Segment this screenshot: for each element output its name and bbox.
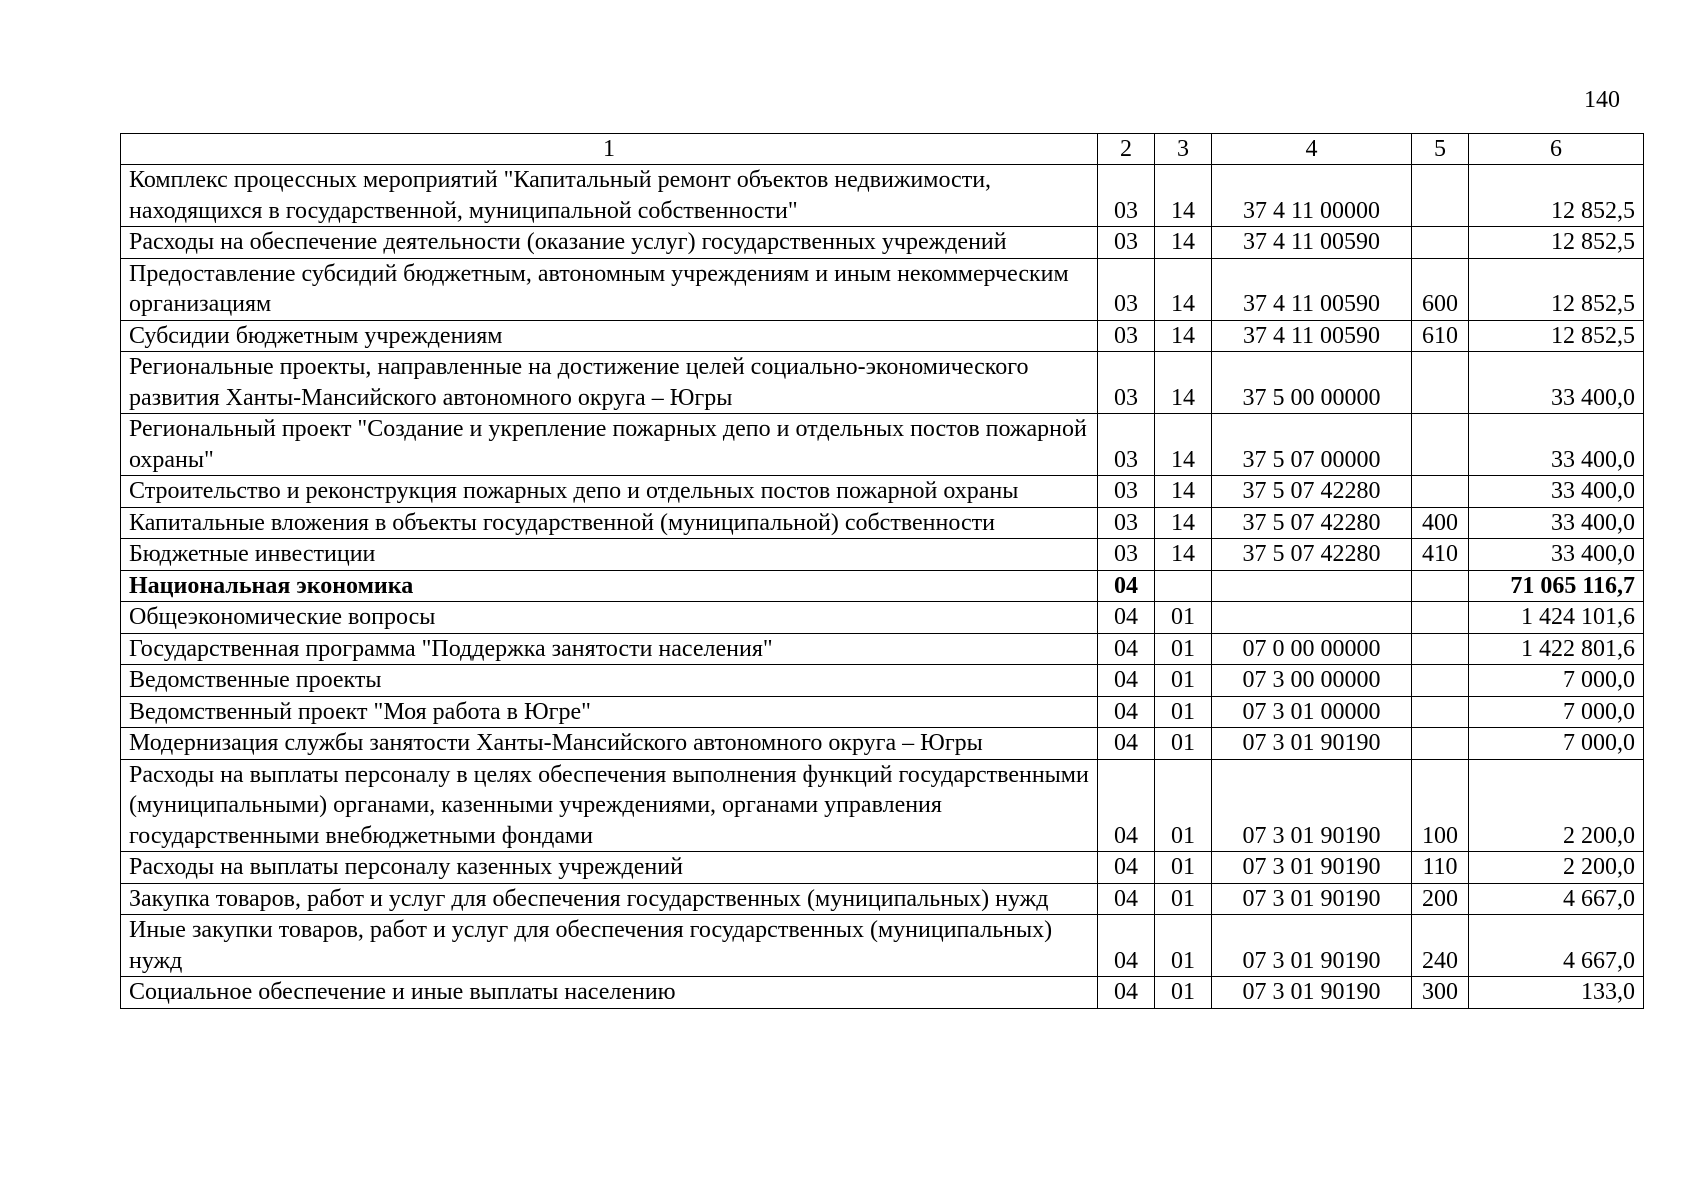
table-row xyxy=(121,977,1644,1009)
row-section: 04 xyxy=(1098,883,1155,915)
row-section: 04 xyxy=(1098,759,1155,852)
row-expense-type xyxy=(1412,665,1469,697)
row-expense-type: 200 xyxy=(1412,883,1469,915)
row-expense-type xyxy=(1412,476,1469,508)
row-expense-type: 400 xyxy=(1412,507,1469,539)
table-row xyxy=(121,476,1644,508)
row-amount: 12 852,5 xyxy=(1469,165,1644,227)
table-row xyxy=(121,570,1644,602)
row-amount: 4 667,0 xyxy=(1469,915,1644,977)
row-target-code: 07 0 00 00000 xyxy=(1212,633,1412,665)
row-amount: 33 400,0 xyxy=(1469,414,1644,476)
row-target-code: 37 5 07 42280 xyxy=(1212,539,1412,571)
row-target-code: 37 5 07 42280 xyxy=(1212,476,1412,508)
row-name: Капитальные вложения в объекты государственной (муниципальной) собственности xyxy=(121,507,1098,539)
page-number: 140 xyxy=(1584,87,1620,113)
table-row xyxy=(121,759,1644,852)
table-row xyxy=(121,883,1644,915)
row-target-code: 07 3 01 90190 xyxy=(1212,977,1412,1009)
table-row xyxy=(121,258,1644,320)
row-amount: 2 200,0 xyxy=(1469,759,1644,852)
row-expense-type xyxy=(1412,352,1469,414)
header-col-3: 3 xyxy=(1155,134,1212,165)
row-target-code xyxy=(1212,602,1412,634)
row-name: Общеэкономические вопросы xyxy=(121,602,1098,634)
row-name: Комплекс процессных мероприятий "Капитальный ремонт объектов недвижимости, находящихся в государственной, муниципальной собственности" xyxy=(121,165,1098,227)
row-amount: 71 065 116,7 xyxy=(1469,570,1644,602)
table-row xyxy=(121,852,1644,884)
row-subsection: 14 xyxy=(1155,539,1212,571)
row-name: Социальное обеспечение и иные выплаты населению xyxy=(121,977,1098,1009)
row-subsection: 14 xyxy=(1155,414,1212,476)
table-row xyxy=(121,352,1644,414)
row-expense-type xyxy=(1412,227,1469,259)
row-target-code: 07 3 01 90190 xyxy=(1212,883,1412,915)
row-section: 04 xyxy=(1098,633,1155,665)
header-col-1: 1 xyxy=(121,134,1098,165)
table-row xyxy=(121,507,1644,539)
row-subsection: 01 xyxy=(1155,665,1212,697)
row-name: Региональные проекты, направленные на достижение целей социально-экономического развития Ханты-Мансийского автономного округа – Югры xyxy=(121,352,1098,414)
row-amount: 4 667,0 xyxy=(1469,883,1644,915)
row-subsection: 01 xyxy=(1155,728,1212,760)
table-body xyxy=(121,165,1644,1009)
row-section: 03 xyxy=(1098,476,1155,508)
row-section: 04 xyxy=(1098,852,1155,884)
row-section: 03 xyxy=(1098,539,1155,571)
header-row xyxy=(121,134,1644,165)
budget-table xyxy=(120,133,1644,1009)
row-section: 03 xyxy=(1098,165,1155,227)
row-target-code: 37 5 07 00000 xyxy=(1212,414,1412,476)
header-col-4: 4 xyxy=(1212,134,1412,165)
row-target-code: 07 3 00 00000 xyxy=(1212,665,1412,697)
row-target-code: 37 5 00 00000 xyxy=(1212,352,1412,414)
row-expense-type: 100 xyxy=(1412,759,1469,852)
row-name: Ведомственные проекты xyxy=(121,665,1098,697)
row-subsection: 14 xyxy=(1155,258,1212,320)
row-target-code: 07 3 01 00000 xyxy=(1212,696,1412,728)
row-section: 04 xyxy=(1098,696,1155,728)
row-name: Государственная программа "Поддержка занятости населения" xyxy=(121,633,1098,665)
row-expense-type xyxy=(1412,633,1469,665)
row-expense-type: 600 xyxy=(1412,258,1469,320)
row-subsection: 14 xyxy=(1155,507,1212,539)
row-expense-type xyxy=(1412,414,1469,476)
row-section: 03 xyxy=(1098,258,1155,320)
row-name: Закупка товаров, работ и услуг для обеспечения государственных (муниципальных) нужд xyxy=(121,883,1098,915)
row-amount: 33 400,0 xyxy=(1469,476,1644,508)
row-name: Иные закупки товаров, работ и услуг для обеспечения государственных (муниципальных) нужд xyxy=(121,915,1098,977)
row-expense-type xyxy=(1412,728,1469,760)
row-subsection: 01 xyxy=(1155,977,1212,1009)
row-expense-type: 300 xyxy=(1412,977,1469,1009)
row-subsection xyxy=(1155,570,1212,602)
row-section: 03 xyxy=(1098,352,1155,414)
table-row xyxy=(121,696,1644,728)
row-subsection: 01 xyxy=(1155,759,1212,852)
row-amount: 12 852,5 xyxy=(1469,258,1644,320)
row-section: 04 xyxy=(1098,570,1155,602)
row-target-code: 07 3 01 90190 xyxy=(1212,915,1412,977)
row-subsection: 01 xyxy=(1155,852,1212,884)
row-amount: 1 424 101,6 xyxy=(1469,602,1644,634)
row-name: Предоставление субсидий бюджетным, автономным учреждениям и иным некоммерческим организациям xyxy=(121,258,1098,320)
row-section: 04 xyxy=(1098,977,1155,1009)
row-name: Региональный проект "Создание и укрепление пожарных депо и отдельных постов пожарной охраны" xyxy=(121,414,1098,476)
row-target-code: 37 4 11 00000 xyxy=(1212,165,1412,227)
header-col-6: 6 xyxy=(1469,134,1644,165)
row-subsection: 14 xyxy=(1155,320,1212,352)
row-section: 04 xyxy=(1098,665,1155,697)
row-expense-type: 410 xyxy=(1412,539,1469,571)
row-amount: 7 000,0 xyxy=(1469,665,1644,697)
row-target-code: 07 3 01 90190 xyxy=(1212,728,1412,760)
row-target-code: 37 4 11 00590 xyxy=(1212,227,1412,259)
row-amount: 12 852,5 xyxy=(1469,320,1644,352)
row-section: 04 xyxy=(1098,728,1155,760)
row-amount: 33 400,0 xyxy=(1469,352,1644,414)
row-amount: 1 422 801,6 xyxy=(1469,633,1644,665)
row-expense-type xyxy=(1412,570,1469,602)
row-subsection: 14 xyxy=(1155,165,1212,227)
row-target-code: 07 3 01 90190 xyxy=(1212,759,1412,852)
table-row xyxy=(121,227,1644,259)
row-section: 03 xyxy=(1098,320,1155,352)
row-section: 03 xyxy=(1098,227,1155,259)
table-row xyxy=(121,539,1644,571)
row-subsection: 14 xyxy=(1155,476,1212,508)
row-amount: 2 200,0 xyxy=(1469,852,1644,884)
row-name: Бюджетные инвестиции xyxy=(121,539,1098,571)
table-row xyxy=(121,915,1644,977)
row-name: Расходы на выплаты персоналу казенных учреждений xyxy=(121,852,1098,884)
row-expense-type xyxy=(1412,696,1469,728)
row-section: 04 xyxy=(1098,915,1155,977)
row-subsection: 01 xyxy=(1155,696,1212,728)
table-row xyxy=(121,665,1644,697)
header-col-5: 5 xyxy=(1412,134,1469,165)
row-expense-type xyxy=(1412,165,1469,227)
row-target-code: 37 5 07 42280 xyxy=(1212,507,1412,539)
row-subsection: 01 xyxy=(1155,915,1212,977)
row-target-code: 37 4 11 00590 xyxy=(1212,258,1412,320)
table-row xyxy=(121,165,1644,227)
row-section: 03 xyxy=(1098,414,1155,476)
row-amount: 12 852,5 xyxy=(1469,227,1644,259)
row-expense-type: 610 xyxy=(1412,320,1469,352)
table-row xyxy=(121,602,1644,634)
row-amount: 7 000,0 xyxy=(1469,728,1644,760)
row-subsection: 01 xyxy=(1155,883,1212,915)
row-name: Ведомственный проект "Моя работа в Югре" xyxy=(121,696,1098,728)
row-name: Расходы на выплаты персоналу в целях обеспечения выполнения функций государственными (муниципальными) органами, казенными учреждениями, органами управления государственными внебюджетными фондами xyxy=(121,759,1098,852)
table-row xyxy=(121,320,1644,352)
row-subsection: 14 xyxy=(1155,227,1212,259)
row-section: 04 xyxy=(1098,602,1155,634)
row-subsection: 01 xyxy=(1155,602,1212,634)
table-row xyxy=(121,728,1644,760)
row-amount: 33 400,0 xyxy=(1469,507,1644,539)
row-name: Расходы на обеспечение деятельности (оказание услуг) государственных учреждений xyxy=(121,227,1098,259)
row-name: Строительство и реконструкция пожарных депо и отдельных постов пожарной охраны xyxy=(121,476,1098,508)
table-row xyxy=(121,633,1644,665)
row-amount: 7 000,0 xyxy=(1469,696,1644,728)
row-amount: 33 400,0 xyxy=(1469,539,1644,571)
row-subsection: 14 xyxy=(1155,352,1212,414)
row-expense-type: 110 xyxy=(1412,852,1469,884)
row-name: Национальная экономика xyxy=(121,570,1098,602)
row-name: Модернизация службы занятости Ханты-Мансийского автономного округа – Югры xyxy=(121,728,1098,760)
row-expense-type: 240 xyxy=(1412,915,1469,977)
row-target-code xyxy=(1212,570,1412,602)
row-target-code: 07 3 01 90190 xyxy=(1212,852,1412,884)
row-expense-type xyxy=(1412,602,1469,634)
row-name: Субсидии бюджетным учреждениям xyxy=(121,320,1098,352)
row-subsection: 01 xyxy=(1155,633,1212,665)
row-section: 03 xyxy=(1098,507,1155,539)
table-row xyxy=(121,414,1644,476)
row-amount: 133,0 xyxy=(1469,977,1644,1009)
header-col-2: 2 xyxy=(1098,134,1155,165)
row-target-code: 37 4 11 00590 xyxy=(1212,320,1412,352)
